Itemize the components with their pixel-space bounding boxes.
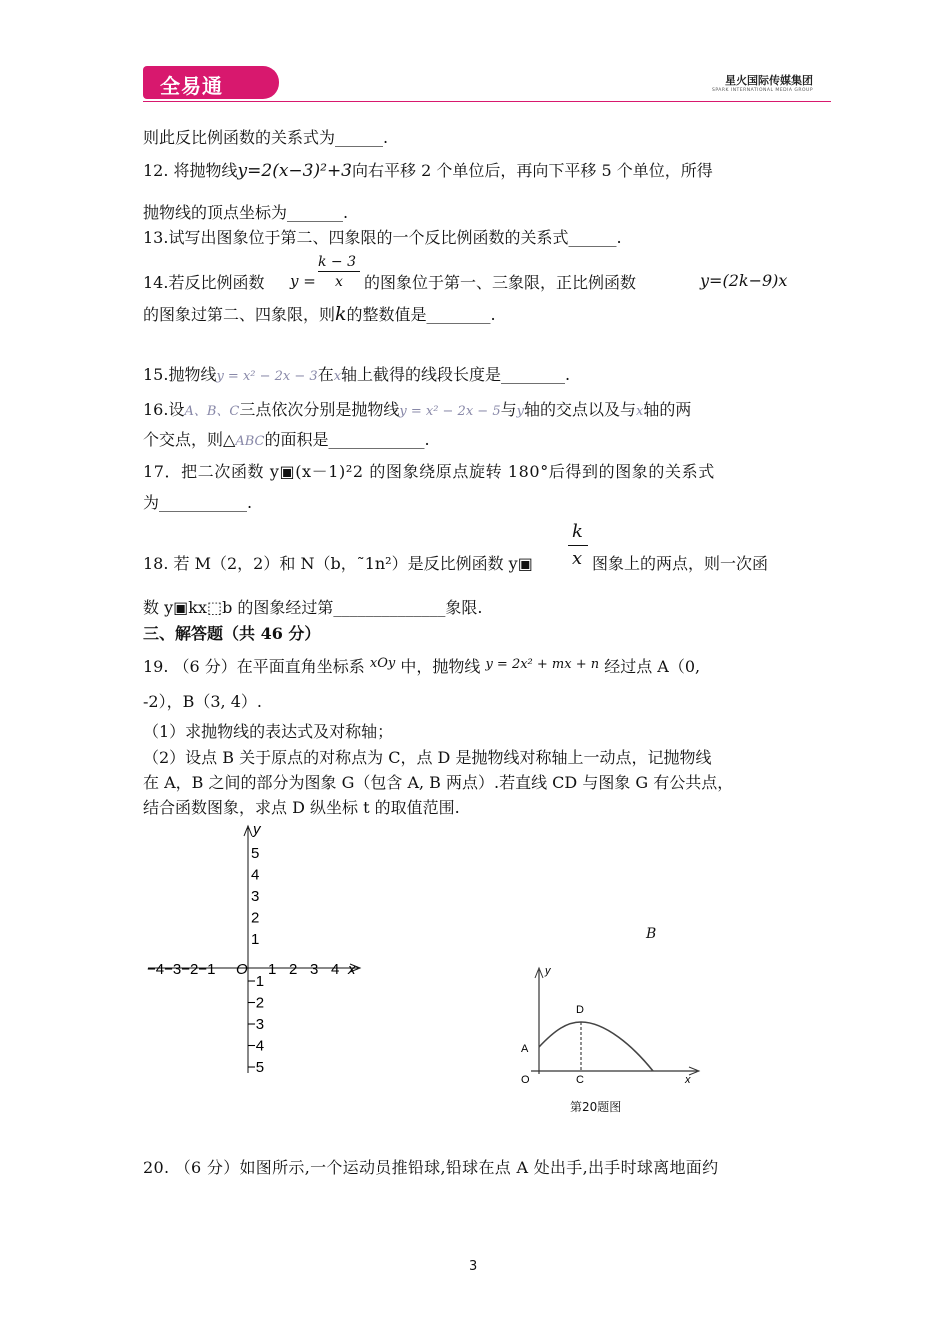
grid-y-tick-neg-5: −5 — [247, 1059, 265, 1076]
q16-abc: A、B、C — [184, 404, 240, 419]
fig20-point-a: A — [521, 1043, 529, 1055]
grid-y-label: y — [253, 821, 261, 838]
q19-part2-line2: 在 A，B 之间的部分为图象 G（包含 A, B 两点）.若直线 CD 与图象 G 有公共点， — [143, 773, 734, 792]
q14-linear-equation: y=(2k−9)x — [700, 271, 788, 290]
q14-k: k — [335, 303, 347, 325]
q19-equation: y = 2x² + mx + n — [485, 657, 600, 672]
q17-line2: 为___________. — [143, 493, 253, 512]
q18-fraction-denominator: x — [572, 548, 583, 569]
fig20-point-c: C — [576, 1074, 584, 1086]
q15-text-a: 15.抛物线 — [143, 365, 217, 384]
q12-text-a: 12. 将抛物线 — [143, 161, 238, 180]
grid-y-tick-3: 3 — [251, 888, 260, 905]
q16-text-g: 的面积是____________. — [264, 430, 430, 449]
section-3-heading: 三、解答题（共 46 分） — [143, 624, 321, 643]
q16-text-b: 三点依次分别是抛物线 — [239, 400, 400, 419]
q14-text-a: 14.若反比例函数 — [143, 273, 265, 292]
grid-x-tick-1: 1 — [268, 961, 277, 978]
fig20-origin: O — [521, 1074, 530, 1086]
q15-x: x — [333, 369, 342, 384]
grid-y-negative-ticks — [247, 973, 264, 1076]
q16-x: x — [635, 404, 644, 419]
q12-line2: 抛物线的顶点坐标为_______. — [143, 203, 349, 222]
q16-triangle-abc: ABC — [235, 434, 265, 449]
q15-text-b: 在 — [317, 365, 334, 384]
q16-text-e: 轴的两 — [643, 400, 692, 419]
fig20-trajectory-curve — [539, 1022, 653, 1071]
q19-line2: -2），B（3, 4）. — [143, 692, 262, 711]
fig20-x-label: x — [685, 1074, 691, 1086]
q19-line1 — [143, 657, 700, 679]
brand-subtitle: SPARK INTERNATIONAL MEDIA GROUP — [712, 88, 814, 93]
q20-line1: 20. （6 分）如图所示,一个运动员推铅球,铅球在点 A 处出手,出手时球离地面约 — [143, 1158, 719, 1177]
q14-text-b: 的图象位于第一、三象限，正比例函数 — [364, 273, 637, 292]
grid-origin: O — [236, 961, 248, 978]
grid-y-tick-5: 5 — [251, 845, 260, 862]
grid-x-label: x — [348, 961, 356, 978]
grid-x-tick-4: 4 — [331, 961, 340, 978]
q19-part2-line3: 结合函数图象，求点 D 纵坐标 t 的取值范围. — [143, 798, 460, 817]
logo-text: 全易通 — [160, 74, 223, 98]
q19-xoy: xOy — [369, 656, 396, 671]
q16-line2 — [143, 430, 430, 452]
q16-y: y — [516, 404, 524, 419]
brand-name: 星火国际传媒集团 — [725, 74, 813, 87]
grid-x-tick-2: 2 — [289, 961, 298, 978]
q14-text-c: 的图象过第二、四象限，则 — [143, 305, 336, 324]
fig20-caption: 第20题图 — [570, 1100, 622, 1114]
q16-equation: y = x² − 2x − 5 — [399, 404, 501, 419]
q16-text-d: 轴的交点以及与 — [523, 400, 636, 419]
grid-y-tick-neg-2: −2 — [247, 994, 265, 1012]
grid-x-neg-ticks: −4−3−2−1 — [147, 961, 216, 978]
q19-part1: （1）求抛物线的表达式及对称轴； — [143, 722, 394, 741]
q16-text-c: 与 — [500, 400, 517, 419]
q14-fraction-numerator: k − 3 — [318, 254, 357, 270]
coordinate-grid-figure — [143, 818, 373, 1080]
page-number: 3 — [469, 1259, 478, 1274]
line-q11-end: 则此反比例函数的关系式为______. — [143, 128, 389, 147]
grid-y-tick-4: 4 — [251, 866, 260, 884]
q18-fraction-numerator: k — [572, 521, 583, 542]
grid-y-tick-neg-4: −4 — [247, 1037, 265, 1055]
q15-line — [143, 365, 570, 387]
q14-fraction-denominator: x — [335, 274, 343, 290]
q14-line2 — [143, 304, 496, 325]
fig20-y-label: y — [545, 965, 551, 977]
q13-line: 13.试写出图象位于第二、四象限的一个反比例函数的关系式______. — [143, 228, 622, 247]
grid-x-tick-3: 3 — [310, 961, 319, 978]
q15-equation: y = x² − 2x − 3 — [216, 369, 318, 384]
q17-line1: 17．把二次函数 y▣(x－1)²2 的图象绕原点旋转 180°后得到的图象的关系式 — [143, 462, 715, 481]
header-rule — [143, 101, 831, 102]
q16-text-a: 16.设 — [143, 400, 185, 419]
q14-y-eq: y = — [290, 272, 316, 290]
q12-text-b: 向右平移 2 个单位后，再向下平移 5 个单位，所得 — [352, 161, 713, 180]
q19-part2-line1: （2）设点 B 关于原点的对称点为 C，点 D 是抛物线对称轴上一动点，记抛物线 — [143, 748, 712, 767]
q15-text-c: 轴上截得的线段长度是________. — [341, 365, 571, 384]
grid-y-tick-1: 1 — [251, 931, 260, 948]
grid-x-positive-ticks — [268, 961, 339, 978]
q19-text-b: 中，抛物线 — [400, 657, 481, 676]
grid-y-positive-ticks — [251, 845, 259, 948]
q19-text-c: 经过点 A（0, — [604, 657, 701, 676]
stray-label-b: B — [646, 926, 657, 942]
q14-fraction-bar — [318, 271, 360, 272]
grid-y-tick-neg-3: −3 — [247, 1016, 265, 1033]
q14-text-d: 的整数值是________. — [346, 305, 496, 324]
q19-text-a: 19. （6 分）在平面直角坐标系 — [143, 657, 365, 676]
q12-equation: y=2(x−3)²+3 — [237, 161, 352, 181]
q18-line2: 数 y▣kx⬚b 的图象经过第______________象限. — [143, 598, 483, 617]
q18-text-b: 图象上的两点，则一次函 — [592, 554, 769, 573]
q18-text-a: 18. 若 M（2，2）和 N（b，˜1n²）是反比例函数 y▣ — [143, 554, 533, 573]
fig20-point-d: D — [576, 1004, 584, 1016]
fig20-diagram — [515, 958, 715, 1088]
q12-line1 — [143, 161, 713, 181]
q16-text-f: 个交点，则△ — [143, 430, 236, 449]
grid-y-tick-neg-1: −1 — [247, 973, 265, 990]
grid-y-tick-2: 2 — [251, 909, 260, 927]
q18-fraction-bar — [568, 545, 588, 546]
q16-line1 — [143, 400, 691, 422]
